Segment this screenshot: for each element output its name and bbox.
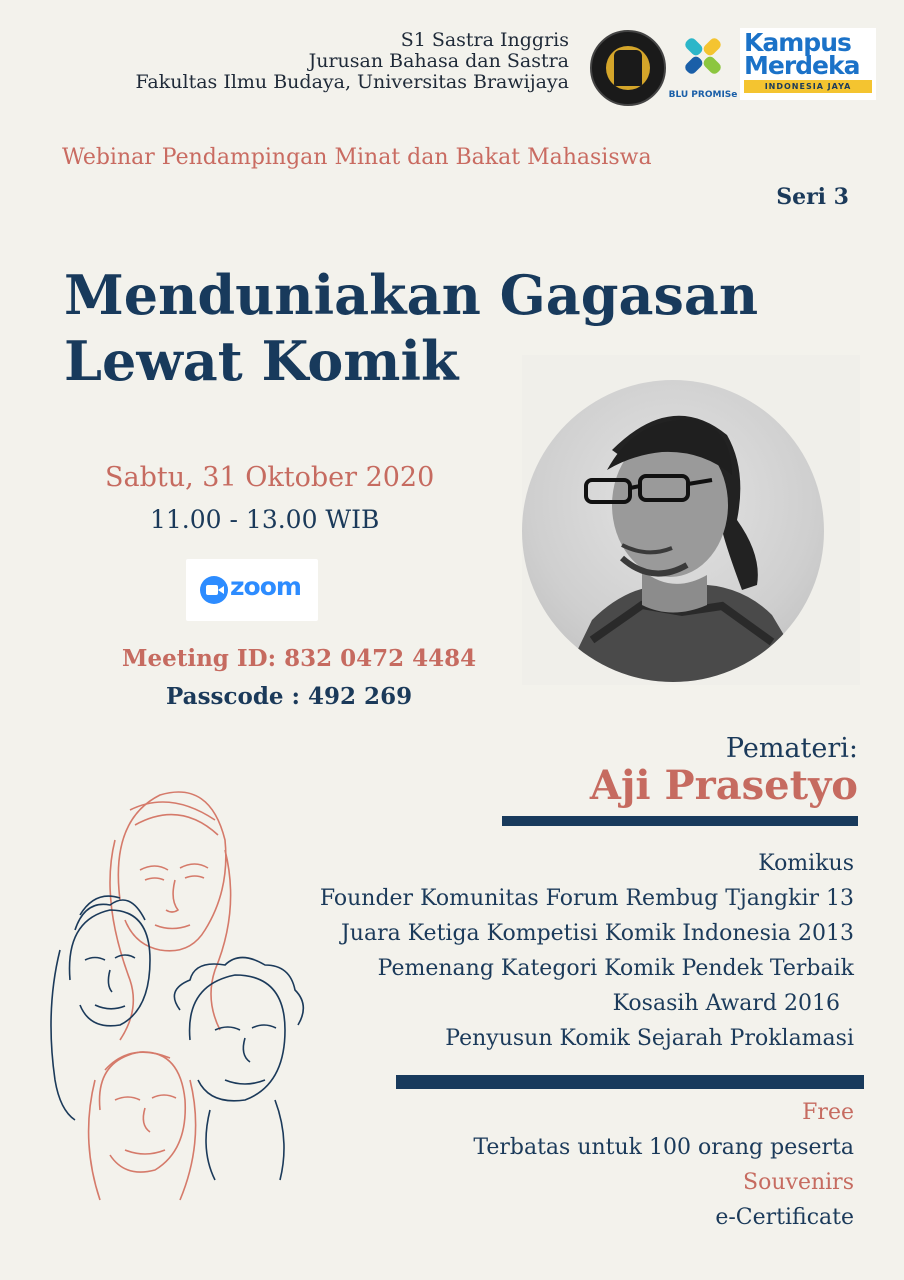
- zoom-wordmark: zoom: [230, 572, 301, 601]
- speaker-bio: [320, 846, 854, 1056]
- speaker-photo: [522, 380, 824, 682]
- benefits-list: [473, 1095, 854, 1235]
- event-time: 11.00 - 13.00 WIB: [150, 505, 380, 534]
- event-title-line2: Lewat Komik: [64, 329, 459, 393]
- brawijaya-logo: [590, 30, 666, 106]
- meeting-id: Meeting ID: 832 0472 4484: [122, 645, 477, 672]
- blu-promise-icon: [668, 28, 738, 88]
- bio-line: Pemenang Kategori Komik Pendek Terbaik: [377, 956, 854, 981]
- benefit-souvenirs: Souvenirs: [743, 1170, 854, 1195]
- zoom-logo: [186, 559, 318, 621]
- bio-line: Komikus: [758, 851, 854, 876]
- faces-line-art-icon: [40, 780, 310, 1220]
- benefit-free: Free: [802, 1100, 854, 1125]
- benefit-certificate: e-Certificate: [715, 1205, 854, 1230]
- line-art-faces-illustration: [40, 780, 310, 1220]
- kampus-merdeka-logo: [740, 28, 876, 100]
- divider-bar: [502, 816, 858, 826]
- meeting-passcode: Passcode : 492 269: [166, 683, 413, 710]
- faculty-name: Fakultas Ilmu Budaya, Universitas Brawijaya: [135, 71, 569, 93]
- bio-line: Founder Komunitas Forum Rembug Tjangkir 13: [319, 886, 854, 911]
- speaker-name: Aji Prasetyo: [589, 762, 858, 809]
- event-date: Sabtu, 31 Oktober 2020: [105, 462, 435, 493]
- bio-line: Kosasih Award 2016: [612, 991, 840, 1016]
- department-name: Jurusan Bahasa dan Sastra: [308, 50, 569, 72]
- kampus-merdeka-tagline: INDONESIA JAYA: [744, 80, 872, 93]
- zoom-camera-icon: [200, 576, 228, 604]
- series-number: Seri 3: [776, 184, 849, 210]
- speaker-label: Pemateri:: [725, 733, 858, 764]
- benefit-quota: Terbatas untuk 100 orang peserta: [473, 1135, 854, 1160]
- webinar-series-title: Webinar Pendampingan Minat dan Bakat Mahasiswa: [62, 145, 652, 170]
- speaker-portrait-icon: [522, 380, 824, 682]
- divider-bar: [396, 1075, 864, 1089]
- bio-line: Juara Ketiga Kompetisi Komik Indonesia 2013: [340, 921, 854, 946]
- blu-promise-label: BLU PROMISe: [668, 90, 738, 100]
- kampus-merdeka-word2: Merdeka: [744, 51, 860, 80]
- bio-line: Penyusun Komik Sejarah Proklamasi: [445, 1026, 854, 1051]
- kampus-merdeka-word1: Kampus: [744, 28, 851, 57]
- program-name: S1 Sastra Inggris: [400, 29, 569, 51]
- institution-block: [136, 30, 569, 93]
- event-title-line1: Menduniakan Gagasan: [64, 263, 759, 327]
- blu-promise-logo: [668, 28, 738, 102]
